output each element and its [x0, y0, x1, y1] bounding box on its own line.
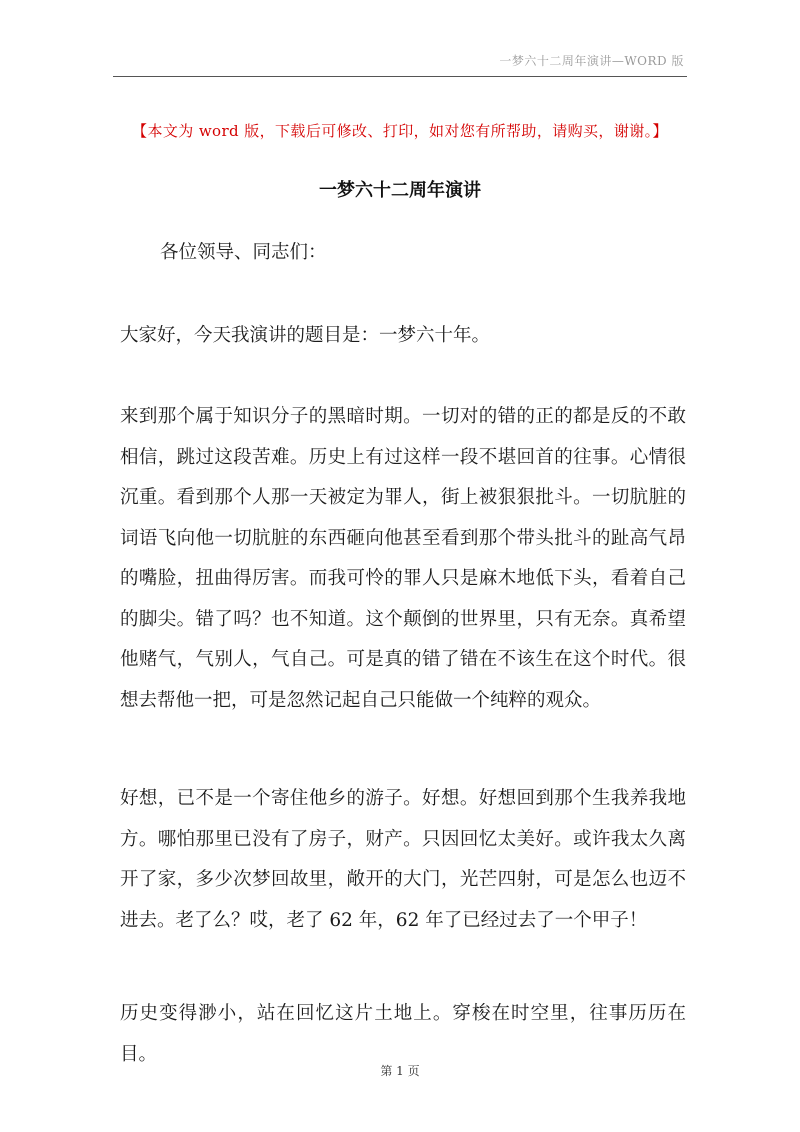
header-divider [113, 76, 687, 77]
paragraph-1: 大家好，今天我演讲的题目是：一梦六十年。 [120, 325, 491, 346]
purchase-notice: 【本文为 word 版，下载后可修改、打印，如对您有所帮助，请购买，谢谢。】 [132, 122, 668, 140]
document-title: 一梦六十二周年演讲 [319, 180, 481, 201]
paragraph-2: 来到那个属于知识分子的黑暗时期。一切对的错的正的都是反的不敢相信，跳过这段苦难。历史上有过这样一段不堪回首的往事。心情很沉重。看到那个人那一天被定为罪人，街上被狠狠批斗。一切肮脏的词语飞向他一切肮脏的东西砸向他甚至看到那个带头批斗的趾高气昂的嘴脸，扭曲得厉害。而我可怜的罪人只是麻木地低下头，看着自己的脚尖。错了吗？也不知道。这个颠倒的世界里，只有无奈。真希望他赌气，气别人，气自己。可是真的错了错在不该生在这个时代。很想去帮他一把，可是忽然记起自己只能做一个纯粹的观众。 [120, 406, 686, 711]
page-number: 第 1 页 [380, 1064, 420, 1078]
paragraph-4: 历史变得渺小，站在回忆这片土地上。穿梭在时空里，往事历历在目。 [120, 1003, 686, 1065]
paragraph-3: 好想，已不是一个寄住他乡的游子。好想。好想回到那个生我养我地方。哪怕那里已没有了房子，财产。只因回忆太美好。或许我太久离开了家，多少次梦回故里，敞开的大门，光芒四射，可是怎么也迈不进去。老了么？哎，老了 62 年，62 年了已经过去了一个甲子！ [120, 788, 686, 931]
salutation: 各位领导、同志们： [160, 242, 327, 263]
running-header: 一梦六十二周年演讲—WORD 版 [499, 54, 684, 68]
